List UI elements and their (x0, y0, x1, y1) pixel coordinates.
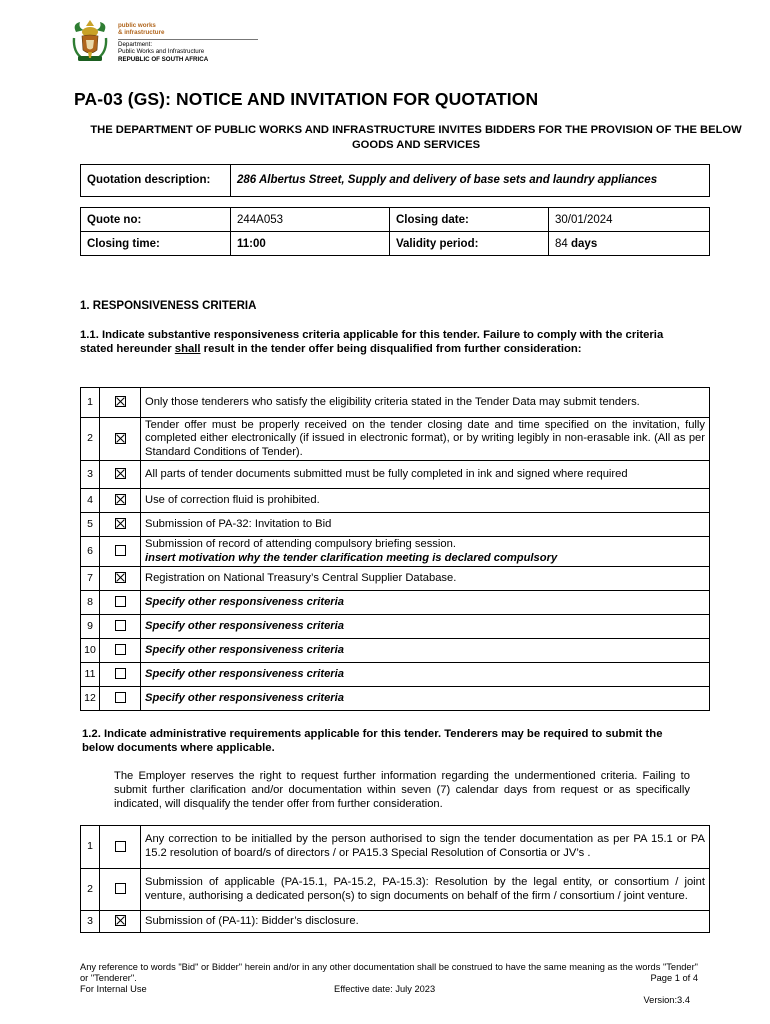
checkbox-cell (100, 461, 141, 489)
logo-line4: Public Works and Infrastructure (118, 48, 205, 56)
section-heading: 1. RESPONSIVENESS CRITERIA (80, 300, 257, 312)
table-row (81, 461, 710, 489)
unchecked-checkbox[interactable] (115, 596, 126, 607)
criteria-line: Specify other responsiveness criteria (145, 667, 344, 680)
subsection-text-cont: result in the tender offer being disqualified from further consideration: (200, 343, 582, 355)
criteria-line: Submission of PA-32: Invitation to Bid (145, 517, 332, 530)
table-row (81, 489, 710, 513)
quotation-label: Quotation description: (81, 165, 231, 197)
checked-checkbox[interactable] (115, 518, 126, 529)
unchecked-checkbox[interactable] (115, 883, 126, 894)
table-row (81, 388, 710, 418)
criteria-line: Submission of record of attending compulsory briefing session. (145, 537, 456, 550)
row-number: 10 (81, 639, 100, 663)
unchecked-checkbox[interactable] (115, 692, 126, 703)
table-row (81, 567, 710, 591)
row-number: 2 (81, 869, 100, 911)
footer-note (80, 962, 698, 984)
employer-note: The Employer reserves the right to request further information regarding the undermentioned criteria. Failing to submit further clarification and/or documentation within seven (7) calendar days from request or as specifically indicated, will disqualify the tender offer from further consideration. (114, 770, 690, 810)
table-row (81, 232, 710, 256)
logo-line5: REPUBLIC OF SOUTH AFRICA (118, 55, 209, 63)
page-footer (80, 962, 698, 1005)
table-row (81, 537, 710, 567)
criteria-motivation: insert motivation why the tender clarification meeting is declared compulsory (145, 551, 558, 564)
checkbox-cell (100, 513, 141, 537)
table-row (81, 687, 710, 711)
criteria-text (141, 869, 710, 911)
table-row (81, 911, 710, 933)
quotation-row (81, 165, 710, 197)
criteria-text (141, 567, 710, 591)
quote-info-table (80, 207, 710, 256)
quotation-table (80, 164, 710, 197)
department-logo (70, 18, 220, 68)
checkbox-cell (100, 388, 141, 418)
criteria-text (141, 826, 710, 869)
table-row (81, 826, 710, 869)
criteria-line: Use of correction fluid is prohibited. (145, 493, 320, 506)
subsection-number: 1.2. (82, 728, 101, 740)
criteria-line: Submission of applicable (PA-15.1, PA-15.2, PA-15.3): Resolution by the legal entity, or consortium / joint venture, authorising a dedicated person(s) to sign documents on behalf of the firm / consortium / joint venture. (145, 875, 705, 902)
criteria-line: Specify other responsiveness criteria (145, 595, 344, 608)
footer-note-text: Any reference to words "Bid" or Bidder" herein and/or in any other documentation shall be construed to have the same meaning as the words "Tender" or "Tenderer". (80, 962, 698, 983)
logo-divider (118, 39, 258, 40)
logo-line3: Department: (118, 40, 153, 48)
table-row (81, 615, 710, 639)
criteria-line: Submission of (PA-11): Bidder’s disclosure. (145, 914, 359, 927)
table-row (81, 208, 710, 232)
validity-value-cell (549, 232, 710, 256)
closing-date-value: 30/01/2024 (549, 208, 710, 232)
subsection-text: Indicate administrative requirements applicable for this tender. Tenderers may be required to submit the below documents where applicable. (82, 728, 663, 754)
validity-unit: days (571, 237, 598, 250)
criteria-line: Any correction to be initialled by the person authorised to sign the tender documentation as per PA 15.1 or PA 15.2 resolution of board/s of directors / or PA15.3 Special Resolution of Consortia or JV’s . (145, 833, 705, 859)
row-number: 3 (81, 911, 100, 933)
invitation-text: THE DEPARTMENT OF PUBLIC WORKS AND INFRASTRUCTURE INVITES BIDDERS FOR THE PROVISION OF THE BELOW GOODS AND SERVICES (90, 124, 742, 151)
closing-date-label: Closing date: (390, 208, 549, 232)
checkbox-cell (100, 639, 141, 663)
row-number: 2 (81, 418, 100, 461)
unchecked-checkbox[interactable] (115, 644, 126, 655)
checked-checkbox[interactable] (115, 915, 126, 926)
criteria-line: Tender offer must be properly received on the tender closing date and time specified on the invitation, fully completed either electronically (if issued in electronic format), or by writing legibly in non-erasable ink. (All as per Standard Conditions of Tender). (145, 418, 705, 458)
row-number: 8 (81, 591, 100, 615)
criteria-line: All parts of tender documents submitted must be fully completed in ink and signed where required (145, 467, 628, 480)
row-number: 7 (81, 567, 100, 591)
footer-effective-date: Effective date: July 2023 (334, 984, 436, 994)
footer-version: Version:3.4 (643, 995, 690, 1005)
subsection-1-1 (80, 328, 690, 356)
subsection-text: Indicate substantive responsiveness criteria applicable for this tender. Failure to comply with the criteria stated hereunder (80, 329, 664, 355)
checkbox-cell (100, 537, 141, 567)
footer-page-number: Page 1 of 4 (650, 973, 698, 983)
subsection-1-2 (80, 727, 692, 755)
checkbox-cell (100, 591, 141, 615)
unchecked-checkbox[interactable] (115, 620, 126, 631)
checkbox-cell (100, 615, 141, 639)
checkbox-cell (100, 489, 141, 513)
checked-checkbox[interactable] (115, 468, 126, 479)
row-number: 1 (81, 826, 100, 869)
row-number: 4 (81, 489, 100, 513)
table-row (81, 591, 710, 615)
responsiveness-criteria-table (80, 387, 710, 711)
quote-no-label: Quote no: (81, 208, 231, 232)
criteria-line: Specify other responsiveness criteria (145, 643, 344, 656)
checked-checkbox[interactable] (115, 396, 126, 407)
checkbox-cell (100, 418, 141, 461)
quote-no-value: 244A053 (231, 208, 390, 232)
criteria-text (141, 615, 710, 639)
validity-label: Validity period: (390, 232, 549, 256)
criteria-text (141, 537, 710, 567)
row-number: 5 (81, 513, 100, 537)
criteria-text (141, 911, 710, 933)
logo-line1: public works (118, 22, 156, 29)
criteria-text (141, 639, 710, 663)
row-number: 3 (81, 461, 100, 489)
checkbox-cell (100, 567, 141, 591)
criteria-line: Only those tenderers who satisfy the eligibility criteria stated in the Tender Data may submit tenders. (145, 395, 640, 408)
criteria-line: Specify other responsiveness criteria (145, 691, 344, 704)
logo-text (118, 22, 258, 63)
coat-of-arms-icon (70, 18, 110, 64)
row-number: 6 (81, 537, 100, 567)
criteria-text (141, 513, 710, 537)
unchecked-checkbox[interactable] (115, 841, 126, 852)
table-row (81, 513, 710, 537)
checkbox-cell (100, 869, 141, 911)
criteria-text (141, 418, 710, 461)
closing-time-value: 11:00 (231, 232, 390, 256)
row-number: 1 (81, 388, 100, 418)
checked-checkbox[interactable] (115, 494, 126, 505)
criteria-text (141, 461, 710, 489)
unchecked-checkbox[interactable] (115, 545, 126, 556)
checkbox-cell (100, 826, 141, 869)
quotation-description: 286 Albertus Street, Supply and delivery of base sets and laundry appliances (231, 165, 710, 197)
criteria-line: Registration on National Treasury’s Central Supplier Database. (145, 571, 457, 584)
checkbox-cell (100, 687, 141, 711)
checkbox-cell (100, 663, 141, 687)
table-row (81, 663, 710, 687)
criteria-text (141, 591, 710, 615)
footer-internal: For Internal Use (80, 984, 147, 994)
footer-row (80, 984, 698, 995)
table-row (81, 418, 710, 461)
checked-checkbox[interactable] (115, 572, 126, 583)
criteria-line: Specify other responsiveness criteria (145, 619, 344, 632)
page-title: PA-03 (GS): NOTICE AND INVITATION FOR QUOTATION (74, 89, 539, 109)
row-number: 12 (81, 687, 100, 711)
unchecked-checkbox[interactable] (115, 668, 126, 679)
criteria-text (141, 489, 710, 513)
criteria-text (141, 388, 710, 418)
row-number: 9 (81, 615, 100, 639)
shall-emphasis: shall (174, 343, 201, 355)
criteria-text (141, 687, 710, 711)
checked-checkbox[interactable] (115, 433, 126, 444)
criteria-text (141, 663, 710, 687)
subsection-number: 1.1. (80, 329, 99, 341)
row-number: 11 (81, 663, 100, 687)
table-row (81, 869, 710, 911)
table-row (81, 639, 710, 663)
closing-time-label: Closing time: (81, 232, 231, 256)
checkbox-cell (100, 911, 141, 933)
administrative-requirements-table (80, 825, 710, 933)
validity-value: 84 (555, 237, 568, 250)
logo-line2: & infrastructure (118, 29, 165, 37)
